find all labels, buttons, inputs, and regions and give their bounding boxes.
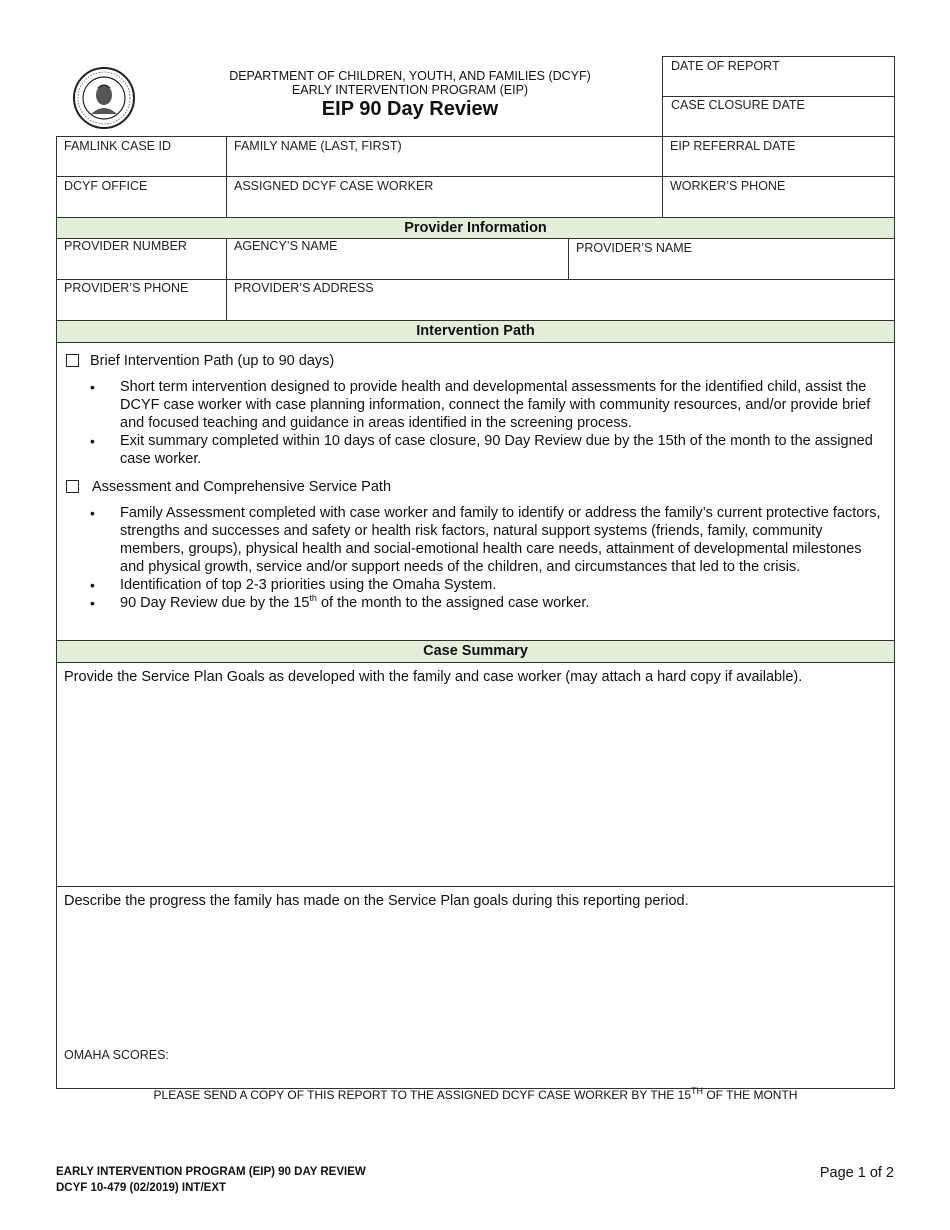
send-copy-notice <box>56 1088 895 1102</box>
famlink-case-id-label: FAMLINK CASE ID <box>64 139 171 153</box>
send-copy-notice-text: PLEASE SEND A COPY OF THIS REPORT TO THE ASSIGNED DCYF CASE WORKER BY THE 15 <box>153 1088 692 1102</box>
bullet3-text-a: 90 Day Review due by the 15 <box>120 595 310 611</box>
assessment-comprehensive-label: Assessment and Comprehensive Service Path <box>92 479 392 495</box>
brief-intervention-bullets <box>57 378 887 468</box>
provider-information-header: Provider Information <box>57 218 894 238</box>
workers-phone-field[interactable] <box>663 177 894 217</box>
date-of-report-label: DATE OF REPORT <box>671 59 780 73</box>
page-title: EIP 90 Day Review <box>321 98 499 120</box>
provider-number-field[interactable] <box>57 239 226 279</box>
brief-intervention-label: Brief Intervention Path (up to 90 days) <box>90 353 335 369</box>
provider-name-label: PROVIDER’S NAME <box>576 241 692 255</box>
omaha-scores-label: OMAHA SCORES: <box>64 1048 169 1062</box>
eip-referral-date-field[interactable] <box>663 137 894 176</box>
list-item: • Short term intervention designed to provide health and developmental assessments for the identified child, assist the DCYF case worker with case planning information, connect the family with community resources, and/or provide brief and focused teaching and guidance in areas identified in the screening process. <box>57 378 887 432</box>
list-item <box>57 594 887 612</box>
famlink-case-id-field[interactable] <box>57 137 226 176</box>
intervention-path-header: Intervention Path <box>57 321 894 342</box>
bullet3-sup: th <box>309 593 317 604</box>
progress-prompt: Describe the progress the family has made on the Service Plan goals during this reporting period. <box>64 893 689 909</box>
provider-address-label: PROVIDER’S ADDRESS <box>234 281 374 295</box>
provider-name-field[interactable] <box>569 239 894 279</box>
list-item: • Exit summary completed within 10 days of case closure, 90 Day Review due by the 15th of the month to the assigned case worker. <box>57 432 887 468</box>
case-closure-date-label: CASE CLOSURE DATE <box>671 98 805 112</box>
bullet3-text-b: of the month to the assigned case worker. <box>316 595 590 611</box>
form-footer-title: EARLY INTERVENTION PROGRAM (EIP) 90 DAY REVIEW <box>56 1166 366 1178</box>
form-number: DCYF 10-479 (02/2019) INT/EXT <box>56 1182 227 1194</box>
workers-phone-label: WORKER’S PHONE <box>670 179 786 193</box>
page-number: Page 1 of 2 <box>819 1165 894 1181</box>
provider-phone-label: PROVIDER’S PHONE <box>64 281 189 295</box>
family-name-label: FAMILY NAME (LAST, FIRST) <box>234 139 402 153</box>
send-copy-notice-text-end: OF THE MONTH <box>703 1088 798 1102</box>
service-plan-goals-field[interactable] <box>57 663 894 886</box>
dcyf-office-label: DCYF OFFICE <box>64 179 148 193</box>
assessment-comprehensive-checkbox[interactable] <box>66 480 79 493</box>
department-name: DEPARTMENT OF CHILDREN, YOUTH, AND FAMILIES (DCYF) <box>229 69 591 83</box>
brief-intervention-checkbox[interactable] <box>66 354 79 367</box>
dcyf-office-field[interactable] <box>57 177 226 217</box>
list-item: • Family Assessment completed with case worker and family to identify or address the family’s current protective factors, strengths and successes and safety or health risk factors, natural support systems (friends, family, community members, groups), physical health and social-emotional health care needs, attainment of developmental milestones and physical growth, service and/or support needs of the children, and circumstances that led to the crisis. <box>57 504 887 576</box>
service-plan-goals-prompt: Provide the Service Plan Goals as developed with the family and case worker (may attach a hard copy if available). <box>64 669 803 685</box>
agency-name-field[interactable] <box>227 239 568 279</box>
agency-name-label: AGENCY’S NAME <box>234 239 338 253</box>
date-of-report-field[interactable] <box>662 56 895 97</box>
case-summary-header: Case Summary <box>57 641 894 662</box>
progress-field[interactable] <box>57 887 894 1088</box>
provider-phone-field[interactable] <box>57 280 226 320</box>
program-name: EARLY INTERVENTION PROGRAM (EIP) <box>291 83 529 97</box>
assigned-case-worker-field[interactable] <box>227 177 662 217</box>
provider-address-field[interactable] <box>227 280 894 320</box>
eip-referral-date-label: EIP REFERRAL DATE <box>670 139 796 153</box>
state-seal-logo <box>72 66 136 130</box>
send-copy-notice-sup: TH <box>691 1086 704 1096</box>
provider-number-label: PROVIDER NUMBER <box>64 239 187 253</box>
assessment-comprehensive-bullets <box>57 504 887 612</box>
family-name-field[interactable] <box>227 137 662 176</box>
list-item: • Identification of top 2-3 priorities using the Omaha System. <box>57 576 887 594</box>
assigned-case-worker-label: ASSIGNED DCYF CASE WORKER <box>234 179 434 193</box>
case-closure-date-field[interactable] <box>662 96 895 137</box>
